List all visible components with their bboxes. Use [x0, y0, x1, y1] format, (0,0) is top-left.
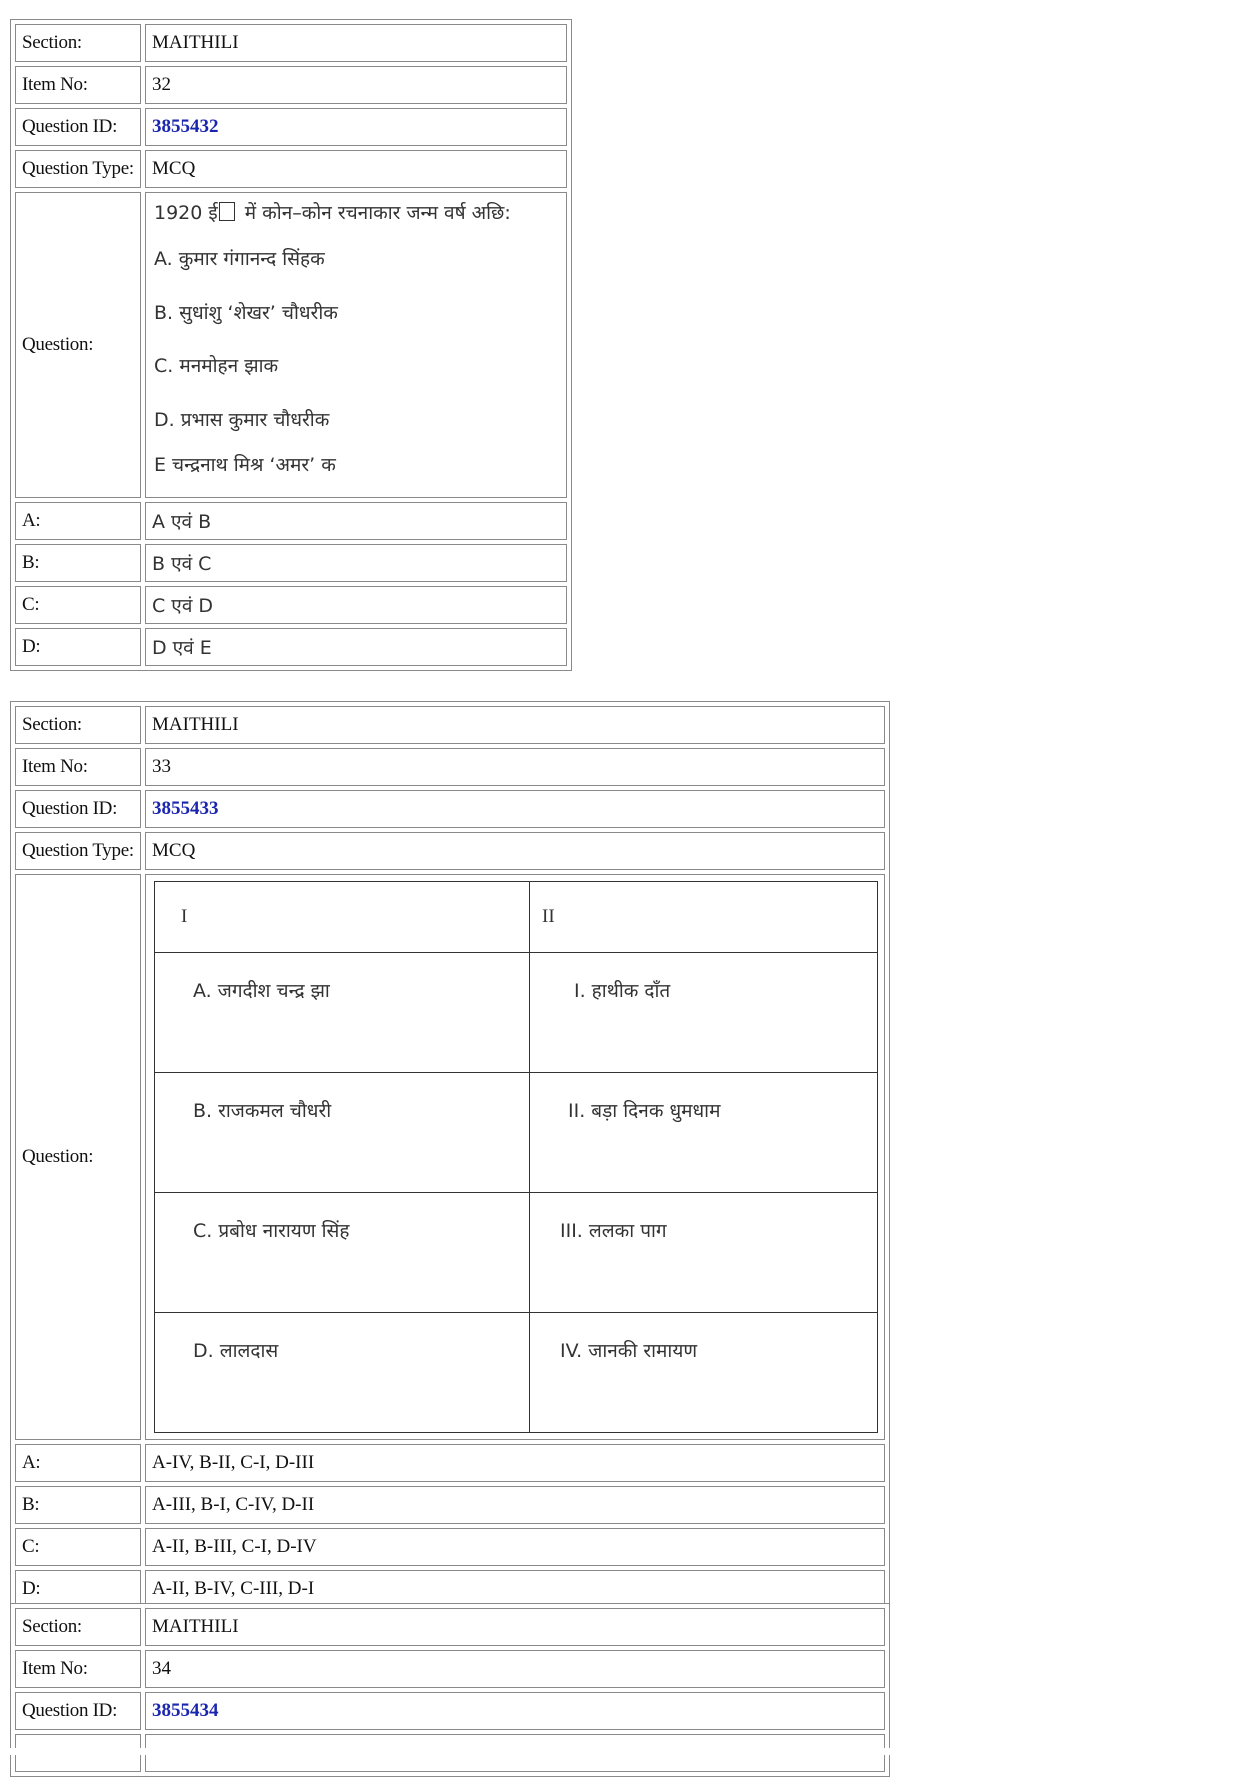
match-header-col-1: I — [155, 882, 530, 953]
option-d-label: D: — [15, 1570, 141, 1608]
question-id-label: Question ID: — [15, 108, 141, 146]
question-label: Question: — [15, 874, 141, 1440]
option-c-value: C एवं D — [145, 586, 567, 624]
option-d-value: D एवं E — [145, 628, 567, 666]
option-b-value: B एवं C — [145, 544, 567, 582]
option-a-label: A: — [15, 1444, 141, 1482]
match-table — [154, 881, 878, 1433]
item-no-value: 32 — [145, 66, 567, 104]
page-bottom-mask — [0, 1748, 1240, 1755]
question-id-value: 3855433 — [145, 790, 885, 828]
item-no-value: 34 — [145, 1650, 885, 1688]
question-card-33 — [10, 701, 890, 1613]
item-no-value: 33 — [145, 748, 885, 786]
option-b-label: B: — [15, 1486, 141, 1524]
question-id-label: Question ID: — [15, 790, 141, 828]
match-row — [155, 1193, 878, 1313]
option-c-value: A-II, B-III, C-I, D-IV — [145, 1528, 885, 1566]
match-left-c: C. प्रबोध नारायण सिंह — [155, 1193, 530, 1313]
section-label: Section: — [15, 1608, 141, 1646]
question-id-value: 3855434 — [145, 1692, 885, 1730]
match-right-1: I. हाथीक दाँत — [530, 953, 878, 1073]
match-row — [155, 1313, 878, 1433]
statement-a: A. कुमार गंगानन्द सिंहक — [154, 248, 325, 270]
section-label: Section: — [15, 24, 141, 62]
match-header-row — [155, 882, 878, 953]
option-b-value: A-III, B-I, C-IV, D-II — [145, 1486, 885, 1524]
section-label: Section: — [15, 706, 141, 744]
question-type-value: MCQ — [145, 150, 567, 188]
question-card-32 — [10, 19, 572, 671]
match-left-b: B. राजकमल चौधरी — [155, 1073, 530, 1193]
statement-b: B. सुधांशु ‘शेखर’ चौधरीक — [154, 301, 338, 324]
option-a-value: A एवं B — [145, 502, 567, 540]
option-c-label: C: — [15, 1528, 141, 1566]
option-b-label: B: — [15, 544, 141, 582]
match-header-col-2: II — [530, 882, 878, 953]
question-type-value: MCQ — [145, 832, 885, 870]
match-row — [155, 953, 878, 1073]
match-left-d: D. लालदास — [155, 1313, 530, 1433]
missing-glyph-icon — [219, 202, 235, 221]
question-type-label: Question Type: — [15, 832, 141, 870]
statement-e: E चन्द्रनाथ मिश्र ‘अमर’ क — [154, 454, 336, 476]
option-d-label: D: — [15, 628, 141, 666]
section-value: MAITHILI — [145, 706, 885, 744]
match-right-3: III. ललका पाग — [530, 1193, 878, 1313]
statement-c: C. मनमोहन झाक — [154, 355, 279, 377]
match-right-2: II. बड़ा दिनक धुमधाम — [530, 1073, 878, 1193]
question-stem — [154, 193, 560, 233]
question-year: 1920 ई — [154, 202, 218, 224]
item-no-label: Item No: — [15, 66, 141, 104]
question-body — [145, 874, 885, 1440]
option-c-label: C: — [15, 586, 141, 624]
match-row — [155, 1073, 878, 1193]
option-a-label: A: — [15, 502, 141, 540]
question-type-label: Question Type: — [15, 150, 141, 188]
question-id-value: 3855432 — [145, 108, 567, 146]
question-stem-text: में कोन–कोन रचनाकार जन्म वर्ष अछि: — [238, 202, 511, 224]
item-no-label: Item No: — [15, 748, 141, 786]
statement-d: D. प्रभास कुमार चौधरीक — [154, 408, 330, 431]
question-label: Question: — [15, 192, 141, 498]
match-left-a: A. जगदीश चन्द्र झा — [155, 953, 530, 1073]
item-no-label: Item No: — [15, 1650, 141, 1688]
section-value: MAITHILI — [145, 1608, 885, 1646]
match-right-4: IV. जानकी रामायण — [560, 1340, 698, 1362]
option-a-value: A-IV, B-II, C-I, D-III — [145, 1444, 885, 1482]
question-id-label: Question ID: — [15, 1692, 141, 1730]
option-d-value: A-II, B-IV, C-III, D-I — [145, 1570, 885, 1608]
section-value: MAITHILI — [145, 24, 567, 62]
question-body — [145, 192, 567, 498]
